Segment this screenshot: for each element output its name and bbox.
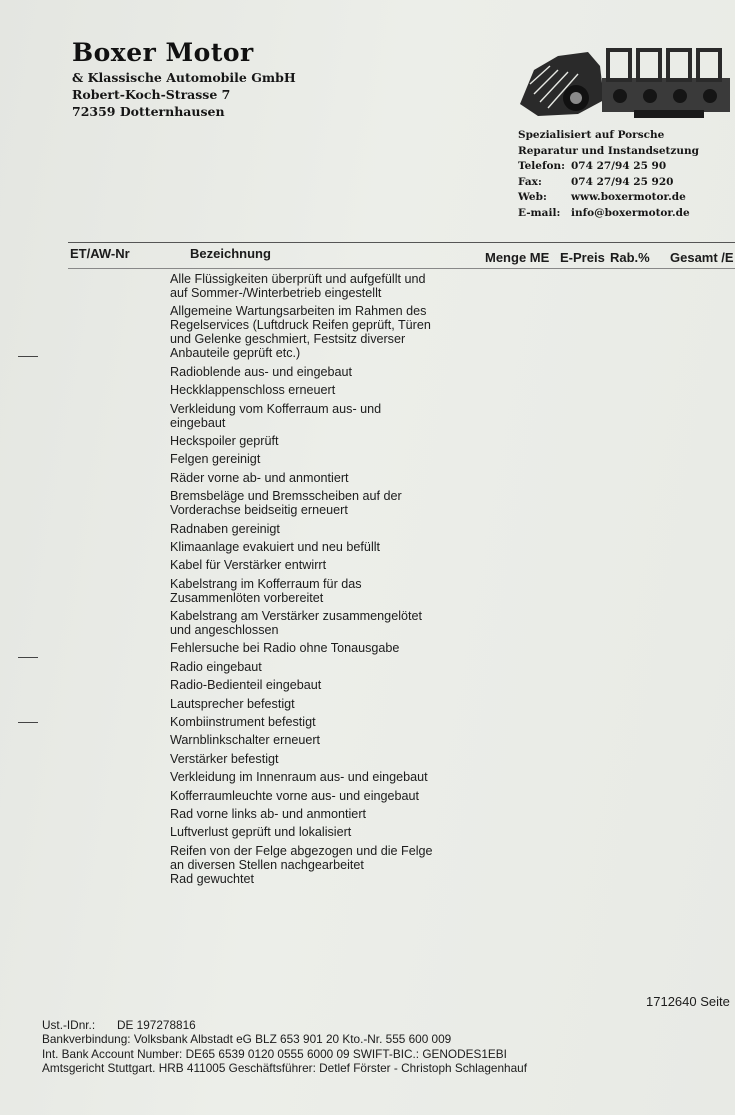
contact-fax xyxy=(518,175,699,191)
item-text-line: Verstärker befestigt xyxy=(170,751,279,766)
company-name: Boxer Motor xyxy=(72,38,254,67)
list-item xyxy=(170,540,480,554)
item-text-line: und Gelenke geschmiert, Festsitz diverser xyxy=(170,332,406,347)
bank-details: Bankverbindung: Volksbank Albstadt eG BLZ 653 901 20 Kto.-Nr. 555 600 009 xyxy=(42,1032,452,1047)
list-item xyxy=(170,825,480,839)
col-header-description: Bezeichnung xyxy=(190,246,271,261)
contact-label: Telefon: xyxy=(518,160,565,172)
company-city: 72359 Dotternhausen xyxy=(72,104,225,119)
contact-label: E-mail: xyxy=(518,206,561,219)
list-item xyxy=(170,715,480,729)
col-header-quantity: Menge ME xyxy=(485,250,550,265)
company-subtitle: & Klassische Automobile GmbH xyxy=(72,70,296,85)
vat-id-label: Ust.-IDnr.: xyxy=(42,1018,96,1032)
header-divider xyxy=(68,242,735,243)
item-text-line: Heckspoiler geprüft xyxy=(170,433,279,448)
fold-mark-top xyxy=(18,356,38,357)
item-text-line: Radnaben gereinigt xyxy=(170,521,280,536)
list-item xyxy=(170,304,480,360)
list-item xyxy=(170,770,480,784)
col-header-unit-price: E-Preis xyxy=(560,250,605,265)
list-item xyxy=(170,522,480,536)
list-item xyxy=(170,789,480,803)
contact-value: info@boxermotor.de xyxy=(571,206,690,219)
vat-id-value: DE 197278816 xyxy=(117,1018,196,1032)
list-item xyxy=(170,752,480,766)
list-item xyxy=(170,577,480,605)
item-text-line: Kofferraumleuchte vorne aus- und eingebaut xyxy=(170,788,420,803)
item-list xyxy=(170,272,480,890)
col-header-total: Gesamt /E xyxy=(670,250,734,265)
header-underline xyxy=(68,268,735,269)
list-item xyxy=(170,402,480,430)
item-text-line: Radio eingebaut xyxy=(170,659,262,674)
item-text-line: und angeschlossen xyxy=(170,623,279,638)
item-text-line: Warnblinkschalter erneuert xyxy=(170,733,321,748)
table-header xyxy=(0,246,735,266)
list-item xyxy=(170,660,480,674)
item-text-line: Klimaanlage evakuiert und neu befüllt xyxy=(170,539,381,554)
list-item xyxy=(170,807,480,821)
punch-mark xyxy=(18,657,38,658)
registry-details: Amtsgericht Stuttgart. HRB 411005 Geschäftsführer: Detlef Förster - Christoph Schlagenhauf xyxy=(42,1061,527,1076)
item-text-line: Verkleidung vom Kofferraum aus- und xyxy=(170,401,382,416)
item-text-line: an diversen Stellen nachgearbeitet xyxy=(170,857,364,872)
list-item xyxy=(170,697,480,711)
vat-id-row xyxy=(42,1018,527,1032)
list-item xyxy=(170,434,480,448)
item-text-line: Zusammenlöten vorbereitet xyxy=(170,590,324,605)
list-item xyxy=(170,452,480,466)
item-text-line: Anbauteile geprüft etc.) xyxy=(170,346,301,361)
engine-logo-icon xyxy=(516,44,735,120)
footer xyxy=(42,1018,527,1076)
tagline-specialization: Spezialisiert auf Porsche xyxy=(518,129,665,141)
col-header-discount: Rab.% xyxy=(610,250,650,265)
contact-phone xyxy=(518,159,699,175)
page-reference: 1712640 Seite xyxy=(646,994,730,1009)
contact-value: www.boxermotor.de xyxy=(571,191,686,203)
item-text-line: Kabelstrang im Kofferraum für das xyxy=(170,576,362,591)
item-text-line: Radioblende aus- und eingebaut xyxy=(170,364,353,379)
item-text-line: Vorderachse beidseitig erneuert xyxy=(170,503,348,518)
list-item xyxy=(170,733,480,747)
list-item xyxy=(170,609,480,637)
item-text-line: Alle Flüssigkeiten überprüft und aufgefüllt und xyxy=(170,272,426,286)
list-item xyxy=(170,383,480,397)
list-item xyxy=(170,558,480,572)
list-item xyxy=(170,489,480,517)
col-header-nr: ET/AW-Nr xyxy=(70,246,130,261)
item-text-line: Radio-Bedienteil eingebaut xyxy=(170,678,322,693)
tagline-services: Reparatur und Instandsetzung xyxy=(518,144,699,157)
item-text-line: Kabelstrang am Verstärker zusammengelötet xyxy=(170,609,422,624)
item-text-line: Felgen gereinigt xyxy=(170,452,261,467)
company-block xyxy=(72,38,296,120)
item-text-line: auf Sommer-/Winterbetrieb eingestellt xyxy=(170,286,382,300)
company-street: Robert-Koch-Strasse 7 xyxy=(72,87,231,102)
iban-details: Int. Bank Account Number: DE65 6539 0120 0555 6000 09 SWIFT-BIC.: GENODES1EBI xyxy=(42,1046,507,1061)
list-item xyxy=(170,272,480,300)
item-text-line: Rad gewuchtet xyxy=(170,871,255,886)
item-text-line: Lautsprecher befestigt xyxy=(170,696,295,711)
list-item xyxy=(170,365,480,379)
contact-label: Web: xyxy=(518,191,547,203)
contact-label: Fax: xyxy=(518,175,542,188)
item-text-line: Fehlersuche bei Radio ohne Tonausgabe xyxy=(170,641,400,656)
item-text-line: Kabel für Verstärker entwirrt xyxy=(170,558,327,573)
item-text-line: Rad vorne links ab- und anmontiert xyxy=(170,806,367,821)
fold-mark-bottom xyxy=(18,722,38,723)
item-text-line: Allgemeine Wartungsarbeiten im Rahmen des xyxy=(170,304,427,319)
contact-value: 074 27/94 25 90 xyxy=(571,160,667,172)
contact-email xyxy=(518,206,699,222)
list-item xyxy=(170,844,480,886)
contact-web xyxy=(518,190,699,206)
list-item xyxy=(170,678,480,692)
item-text-line: Regelservices (Luftdruck Reifen geprüft, Türen xyxy=(170,318,431,333)
item-text-line: Luftverlust geprüft und lokalisiert xyxy=(170,825,352,840)
item-text-line: Heckklappenschloss erneuert xyxy=(170,383,336,398)
item-text-line: Kombiinstrument befestigt xyxy=(170,715,316,730)
contact-block xyxy=(518,128,699,221)
item-text-line: Räder vorne ab- und anmontiert xyxy=(170,470,349,485)
item-text-line: Verkleidung im Innenraum aus- und eingebaut xyxy=(170,770,428,785)
list-item xyxy=(170,641,480,655)
item-text-line: Bremsbeläge und Bremsscheiben auf der xyxy=(170,489,402,504)
item-text-line: Reifen von der Felge abgezogen und die Felge xyxy=(170,843,433,858)
list-item xyxy=(170,471,480,485)
item-text-line: eingebaut xyxy=(170,415,226,430)
contact-value: 074 27/94 25 920 xyxy=(571,175,674,188)
